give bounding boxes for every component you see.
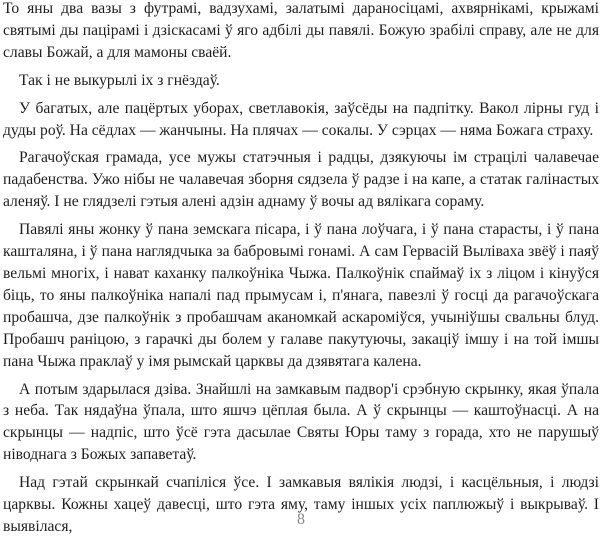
paragraph: Над гэтай скрынкай счапіліся ўсе. І замкавыя вялікія людзі, і касцёльныя, і людзі царквы. Кожны хацеў давесці, што гэта яму, таму іншых усіх паплюжыў і выкрываў. І выявілася, [3, 474, 599, 535]
book-page [3, 0, 599, 538]
paragraph: Так і не выкурылі іх з гнёздаў. [19, 71, 220, 89]
paragraph: У багатых, але пацёртых уборах, светлавокія, заўсёды на падпітку. Вакол лірны гуд і дуды роў. На сёдлах — жанчыны. На плячах — сокалы. У сэрцах — няма Божага страху. [3, 99, 599, 139]
paragraph: А потым здарылася дзіва. Знайшлі на замкавым падвор'і срэбную скрынку, якая ўпала з неба. Так нядаўна ўпала, што яшчэ цёплая была. А ў скрынцы — каштоўнасці. А на скрынцы — надпіс, што ўсё гэта дасылае Святы Юры таму з горада, хто не парушыў ніводнага з Божых запаветаў. [3, 380, 599, 464]
paragraph: Рагачоўская грамада, усе мужы статэчныя і радцы, дзякуючы ім страцілі чалавечае падабенства. Ужо нібы не чалавечая зборня сядзела ў радзе і на капе, а статак галінастых аленяў. І не глядзелі гэтыя алені адзін аднаму ў вочы ад вялікага сораму. [3, 149, 599, 211]
paragraph: Павялі яны жонку ў пана земскага пісара, і ў пана лоўчага, і ў пана старасты, і ў пана кашталяна, і ў пана наглядчыка за бабровымі гонамі. А сам Гервасій Выліваха звёў і паяў вельмі многіх, і нават каханку палкоўніка Чыжа. Палкоўнік спаймаў іх з ліцом і кінуўся біць, то яны палкоўніка напалі пад прымусам і, п'янага, павезлі ў госці да рагачоўскага пробашча, дзе палкоўнік з пробашчам аканомкай аскароміўся, учыніўшы свальны блуд. Пробашч раніцою, з гарачкі ды болем у галаве пакутуючы, закаціў імшу і на той імшы пана Чыжа праклаў у імя рымскай царквы да дзявятага калена. [3, 221, 599, 370]
page-number: 8 [297, 511, 305, 528]
body-text [3, 0, 599, 544]
paragraph: То яны два вазы з футрамі, вадзухамі, залатымі дараносіцамі, ахвярнікамі, крыжамі святымі ды пацірамі і дзіскасамі ў яго адбілі ды павялі. Божую зрабілі справу, але не для славы Божай, а для мамоны сваёй. [3, 0, 599, 61]
